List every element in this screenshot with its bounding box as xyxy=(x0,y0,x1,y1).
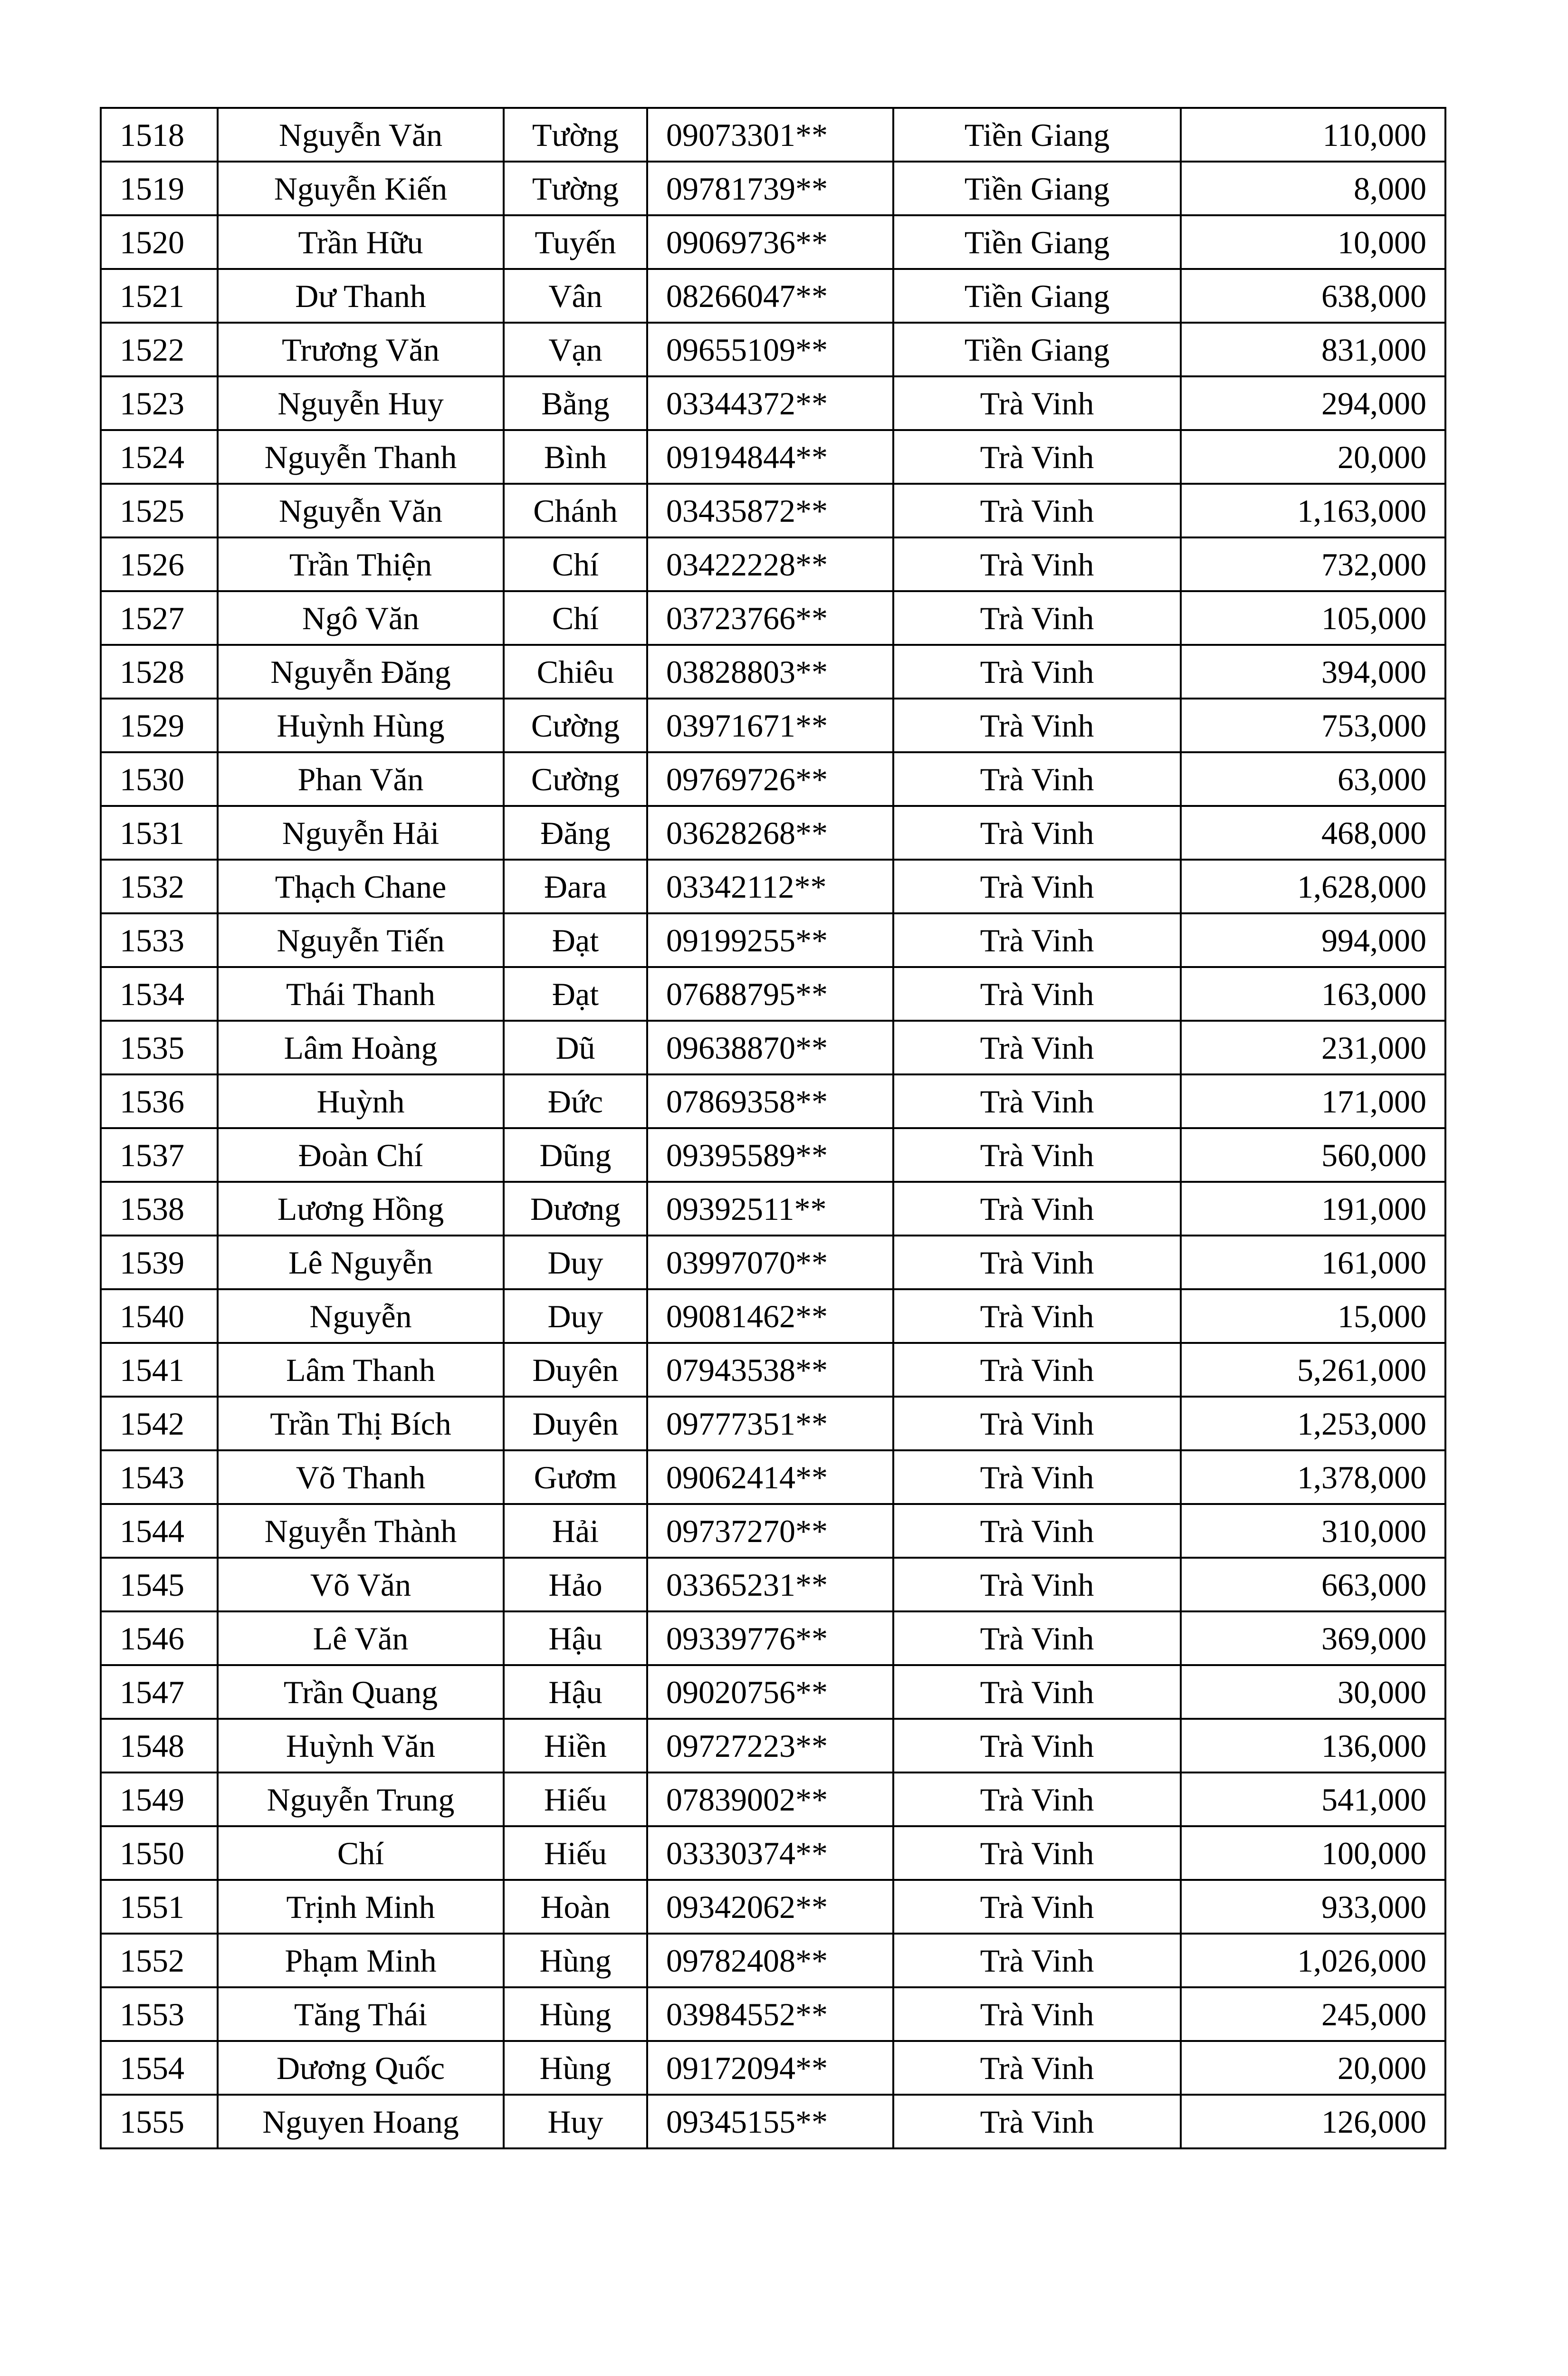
amount-cell: 191,000 xyxy=(1181,1182,1445,1236)
surname-cell: Dương Quốc xyxy=(218,2041,504,2095)
given-name-cell: Duy xyxy=(504,1289,647,1343)
province-cell: Tiền Giang xyxy=(893,108,1181,162)
amount-cell: 294,000 xyxy=(1181,376,1445,430)
recipient-table-body xyxy=(101,108,1445,2148)
province-cell: Trà Vinh xyxy=(893,913,1181,967)
row-number-cell: 1523 xyxy=(101,376,218,430)
province-cell: Trà Vinh xyxy=(893,752,1181,806)
table-row xyxy=(101,860,1445,913)
province-cell: Trà Vinh xyxy=(893,1450,1181,1504)
row-number-cell: 1533 xyxy=(101,913,218,967)
amount-cell: 30,000 xyxy=(1181,1665,1445,1719)
table-row xyxy=(101,376,1445,430)
table-row xyxy=(101,1665,1445,1719)
given-name-cell: Đara xyxy=(504,860,647,913)
phone-cell: 07839002** xyxy=(647,1772,893,1826)
amount-cell: 163,000 xyxy=(1181,967,1445,1021)
province-cell: Trà Vinh xyxy=(893,1665,1181,1719)
phone-cell: 09638870** xyxy=(647,1021,893,1074)
surname-cell: Ngô Văn xyxy=(218,591,504,645)
row-number-cell: 1531 xyxy=(101,806,218,860)
surname-cell: Nguyễn Đăng xyxy=(218,645,504,699)
phone-cell: 09655109** xyxy=(647,323,893,376)
phone-cell: 03997070** xyxy=(647,1236,893,1289)
row-number-cell: 1527 xyxy=(101,591,218,645)
surname-cell: Nguyễn Hải xyxy=(218,806,504,860)
phone-cell: 08266047** xyxy=(647,269,893,323)
surname-cell: Thái Thanh xyxy=(218,967,504,1021)
given-name-cell: Bằng xyxy=(504,376,647,430)
amount-cell: 245,000 xyxy=(1181,1987,1445,2041)
province-cell: Trà Vinh xyxy=(893,699,1181,752)
surname-cell: Nguyễn Thanh xyxy=(218,430,504,484)
amount-cell: 310,000 xyxy=(1181,1504,1445,1558)
phone-cell: 09069736** xyxy=(647,215,893,269)
surname-cell: Phạm Minh xyxy=(218,1934,504,1987)
province-cell: Trà Vinh xyxy=(893,537,1181,591)
surname-cell: Trần Hữu xyxy=(218,215,504,269)
province-cell: Trà Vinh xyxy=(893,2095,1181,2148)
table-row xyxy=(101,1611,1445,1665)
phone-cell: 03435872** xyxy=(647,484,893,537)
table-row xyxy=(101,537,1445,591)
table-row xyxy=(101,1558,1445,1611)
phone-cell: 07869358** xyxy=(647,1074,893,1128)
province-cell: Trà Vinh xyxy=(893,967,1181,1021)
given-name-cell: Dũng xyxy=(504,1128,647,1182)
amount-cell: 560,000 xyxy=(1181,1128,1445,1182)
amount-cell: 231,000 xyxy=(1181,1021,1445,1074)
phone-cell: 09345155** xyxy=(647,2095,893,2148)
amount-cell: 994,000 xyxy=(1181,913,1445,967)
phone-cell: 09769726** xyxy=(647,752,893,806)
amount-cell: 753,000 xyxy=(1181,699,1445,752)
row-number-cell: 1540 xyxy=(101,1289,218,1343)
row-number-cell: 1554 xyxy=(101,2041,218,2095)
phone-cell: 09199255** xyxy=(647,913,893,967)
row-number-cell: 1538 xyxy=(101,1182,218,1236)
phone-cell: 09777351** xyxy=(647,1397,893,1450)
table-row xyxy=(101,645,1445,699)
row-number-cell: 1530 xyxy=(101,752,218,806)
table-row xyxy=(101,1880,1445,1934)
given-name-cell: Huy xyxy=(504,2095,647,2148)
row-number-cell: 1547 xyxy=(101,1665,218,1719)
surname-cell: Lâm Thanh xyxy=(218,1343,504,1397)
recipient-table xyxy=(100,107,1446,2149)
row-number-cell: 1551 xyxy=(101,1880,218,1934)
amount-cell: 663,000 xyxy=(1181,1558,1445,1611)
table-row xyxy=(101,1074,1445,1128)
surname-cell: Thạch Chane xyxy=(218,860,504,913)
row-number-cell: 1529 xyxy=(101,699,218,752)
row-number-cell: 1546 xyxy=(101,1611,218,1665)
table-row xyxy=(101,752,1445,806)
row-number-cell: 1544 xyxy=(101,1504,218,1558)
given-name-cell: Vân xyxy=(504,269,647,323)
table-row xyxy=(101,2095,1445,2148)
province-cell: Trà Vinh xyxy=(893,645,1181,699)
row-number-cell: 1519 xyxy=(101,162,218,215)
given-name-cell: Gươm xyxy=(504,1450,647,1504)
phone-cell: 09395589** xyxy=(647,1128,893,1182)
given-name-cell: Hậu xyxy=(504,1611,647,1665)
given-name-cell: Tường xyxy=(504,108,647,162)
province-cell: Trà Vinh xyxy=(893,1021,1181,1074)
row-number-cell: 1534 xyxy=(101,967,218,1021)
given-name-cell: Chiêu xyxy=(504,645,647,699)
province-cell: Trà Vinh xyxy=(893,1343,1181,1397)
province-cell: Trà Vinh xyxy=(893,1880,1181,1934)
table-row xyxy=(101,1504,1445,1558)
table-row xyxy=(101,323,1445,376)
phone-cell: 03422228** xyxy=(647,537,893,591)
surname-cell: Trương Văn xyxy=(218,323,504,376)
row-number-cell: 1518 xyxy=(101,108,218,162)
surname-cell: Lê Văn xyxy=(218,1611,504,1665)
amount-cell: 15,000 xyxy=(1181,1289,1445,1343)
province-cell: Trà Vinh xyxy=(893,591,1181,645)
phone-cell: 09172094** xyxy=(647,2041,893,2095)
surname-cell: Chí xyxy=(218,1826,504,1880)
given-name-cell: Chánh xyxy=(504,484,647,537)
phone-cell: 03344372** xyxy=(647,376,893,430)
province-cell: Trà Vinh xyxy=(893,1397,1181,1450)
table-row xyxy=(101,591,1445,645)
phone-cell: 09782408** xyxy=(647,1934,893,1987)
table-row xyxy=(101,1987,1445,2041)
surname-cell: Nguyễn Trung xyxy=(218,1772,504,1826)
phone-cell: 03628268** xyxy=(647,806,893,860)
given-name-cell: Vạn xyxy=(504,323,647,376)
surname-cell: Trần Quang xyxy=(218,1665,504,1719)
given-name-cell: Tuyến xyxy=(504,215,647,269)
row-number-cell: 1526 xyxy=(101,537,218,591)
surname-cell: Dư Thanh xyxy=(218,269,504,323)
amount-cell: 63,000 xyxy=(1181,752,1445,806)
amount-cell: 394,000 xyxy=(1181,645,1445,699)
row-number-cell: 1549 xyxy=(101,1772,218,1826)
table-row xyxy=(101,1719,1445,1772)
province-cell: Trà Vinh xyxy=(893,1504,1181,1558)
table-row xyxy=(101,1450,1445,1504)
surname-cell: Trịnh Minh xyxy=(218,1880,504,1934)
row-number-cell: 1525 xyxy=(101,484,218,537)
surname-cell: Đoàn Chí xyxy=(218,1128,504,1182)
amount-cell: 8,000 xyxy=(1181,162,1445,215)
given-name-cell: Đạt xyxy=(504,967,647,1021)
province-cell: Trà Vinh xyxy=(893,1236,1181,1289)
given-name-cell: Cường xyxy=(504,752,647,806)
table-row xyxy=(101,269,1445,323)
province-cell: Trà Vinh xyxy=(893,430,1181,484)
surname-cell: Nguyen Hoang xyxy=(218,2095,504,2148)
table-row xyxy=(101,1397,1445,1450)
province-cell: Trà Vinh xyxy=(893,1289,1181,1343)
row-number-cell: 1521 xyxy=(101,269,218,323)
province-cell: Trà Vinh xyxy=(893,1772,1181,1826)
amount-cell: 541,000 xyxy=(1181,1772,1445,1826)
table-row xyxy=(101,1182,1445,1236)
given-name-cell: Chí xyxy=(504,591,647,645)
table-row xyxy=(101,913,1445,967)
phone-cell: 09073301** xyxy=(647,108,893,162)
given-name-cell: Duyên xyxy=(504,1343,647,1397)
given-name-cell: Hải xyxy=(504,1504,647,1558)
surname-cell: Võ Thanh xyxy=(218,1450,504,1504)
surname-cell: Lâm Hoàng xyxy=(218,1021,504,1074)
province-cell: Trà Vinh xyxy=(893,1934,1181,1987)
amount-cell: 161,000 xyxy=(1181,1236,1445,1289)
amount-cell: 732,000 xyxy=(1181,537,1445,591)
surname-cell: Võ Văn xyxy=(218,1558,504,1611)
amount-cell: 638,000 xyxy=(1181,269,1445,323)
surname-cell: Nguyễn Thành xyxy=(218,1504,504,1558)
row-number-cell: 1553 xyxy=(101,1987,218,2041)
amount-cell: 1,253,000 xyxy=(1181,1397,1445,1450)
table-row xyxy=(101,430,1445,484)
province-cell: Tiền Giang xyxy=(893,162,1181,215)
surname-cell: Lê Nguyễn xyxy=(218,1236,504,1289)
amount-cell: 110,000 xyxy=(1181,108,1445,162)
row-number-cell: 1535 xyxy=(101,1021,218,1074)
given-name-cell: Hiếu xyxy=(504,1772,647,1826)
given-name-cell: Hảo xyxy=(504,1558,647,1611)
given-name-cell: Dũ xyxy=(504,1021,647,1074)
province-cell: Trà Vinh xyxy=(893,806,1181,860)
row-number-cell: 1524 xyxy=(101,430,218,484)
table-row xyxy=(101,1021,1445,1074)
province-cell: Trà Vinh xyxy=(893,376,1181,430)
table-row xyxy=(101,1772,1445,1826)
given-name-cell: Hùng xyxy=(504,1987,647,2041)
row-number-cell: 1539 xyxy=(101,1236,218,1289)
given-name-cell: Đạt xyxy=(504,913,647,967)
phone-cell: 09020756** xyxy=(647,1665,893,1719)
amount-cell: 5,261,000 xyxy=(1181,1343,1445,1397)
table-row xyxy=(101,1128,1445,1182)
province-cell: Trà Vinh xyxy=(893,2041,1181,2095)
table-row xyxy=(101,1934,1445,1987)
phone-cell: 09062414** xyxy=(647,1450,893,1504)
province-cell: Trà Vinh xyxy=(893,1719,1181,1772)
given-name-cell: Tường xyxy=(504,162,647,215)
amount-cell: 1,378,000 xyxy=(1181,1450,1445,1504)
phone-cell: 09339776** xyxy=(647,1611,893,1665)
row-number-cell: 1555 xyxy=(101,2095,218,2148)
surname-cell: Nguyễn Tiến xyxy=(218,913,504,967)
given-name-cell: Hậu xyxy=(504,1665,647,1719)
row-number-cell: 1543 xyxy=(101,1450,218,1504)
given-name-cell: Bình xyxy=(504,430,647,484)
province-cell: Trà Vinh xyxy=(893,1987,1181,2041)
given-name-cell: Duy xyxy=(504,1236,647,1289)
row-number-cell: 1520 xyxy=(101,215,218,269)
row-number-cell: 1552 xyxy=(101,1934,218,1987)
given-name-cell: Duyên xyxy=(504,1397,647,1450)
table-row xyxy=(101,1236,1445,1289)
table-row xyxy=(101,1343,1445,1397)
phone-cell: 03828803** xyxy=(647,645,893,699)
table-row xyxy=(101,484,1445,537)
given-name-cell: Chí xyxy=(504,537,647,591)
phone-cell: 03984552** xyxy=(647,1987,893,2041)
surname-cell: Nguyễn Huy xyxy=(218,376,504,430)
surname-cell: Phan Văn xyxy=(218,752,504,806)
amount-cell: 105,000 xyxy=(1181,591,1445,645)
row-number-cell: 1528 xyxy=(101,645,218,699)
amount-cell: 933,000 xyxy=(1181,1880,1445,1934)
surname-cell: Tăng Thái xyxy=(218,1987,504,2041)
amount-cell: 171,000 xyxy=(1181,1074,1445,1128)
amount-cell: 831,000 xyxy=(1181,323,1445,376)
amount-cell: 468,000 xyxy=(1181,806,1445,860)
amount-cell: 369,000 xyxy=(1181,1611,1445,1665)
province-cell: Tiền Giang xyxy=(893,215,1181,269)
row-number-cell: 1541 xyxy=(101,1343,218,1397)
surname-cell: Nguyễn Kiến xyxy=(218,162,504,215)
amount-cell: 20,000 xyxy=(1181,2041,1445,2095)
given-name-cell: Hiền xyxy=(504,1719,647,1772)
table-row xyxy=(101,806,1445,860)
surname-cell: Nguyễn Văn xyxy=(218,108,504,162)
table-row xyxy=(101,699,1445,752)
surname-cell: Huỳnh Hùng xyxy=(218,699,504,752)
row-number-cell: 1542 xyxy=(101,1397,218,1450)
phone-cell: 09727223** xyxy=(647,1719,893,1772)
row-number-cell: 1536 xyxy=(101,1074,218,1128)
amount-cell: 1,163,000 xyxy=(1181,484,1445,537)
surname-cell: Nguyễn xyxy=(218,1289,504,1343)
amount-cell: 20,000 xyxy=(1181,430,1445,484)
province-cell: Trà Vinh xyxy=(893,1558,1181,1611)
province-cell: Trà Vinh xyxy=(893,1826,1181,1880)
phone-cell: 03330374** xyxy=(647,1826,893,1880)
given-name-cell: Hoàn xyxy=(504,1880,647,1934)
province-cell: Trà Vinh xyxy=(893,1611,1181,1665)
table-row xyxy=(101,2041,1445,2095)
table-row xyxy=(101,215,1445,269)
surname-cell: Lương Hồng xyxy=(218,1182,504,1236)
row-number-cell: 1522 xyxy=(101,323,218,376)
amount-cell: 10,000 xyxy=(1181,215,1445,269)
phone-cell: 03365231** xyxy=(647,1558,893,1611)
surname-cell: Huỳnh Văn xyxy=(218,1719,504,1772)
phone-cell: 03971671** xyxy=(647,699,893,752)
given-name-cell: Đăng xyxy=(504,806,647,860)
province-cell: Tiền Giang xyxy=(893,323,1181,376)
phone-cell: 07688795** xyxy=(647,967,893,1021)
phone-cell: 09737270** xyxy=(647,1504,893,1558)
row-number-cell: 1532 xyxy=(101,860,218,913)
phone-cell: 09781739** xyxy=(647,162,893,215)
province-cell: Tiền Giang xyxy=(893,269,1181,323)
phone-cell: 03342112** xyxy=(647,860,893,913)
row-number-cell: 1550 xyxy=(101,1826,218,1880)
table-row xyxy=(101,967,1445,1021)
phone-cell: 09194844** xyxy=(647,430,893,484)
phone-cell: 09392511** xyxy=(647,1182,893,1236)
province-cell: Trà Vinh xyxy=(893,860,1181,913)
given-name-cell: Hùng xyxy=(504,2041,647,2095)
given-name-cell: Dương xyxy=(504,1182,647,1236)
surname-cell: Trần Thị Bích xyxy=(218,1397,504,1450)
row-number-cell: 1537 xyxy=(101,1128,218,1182)
phone-cell: 07943538** xyxy=(647,1343,893,1397)
given-name-cell: Hiếu xyxy=(504,1826,647,1880)
province-cell: Trà Vinh xyxy=(893,1128,1181,1182)
given-name-cell: Đức xyxy=(504,1074,647,1128)
phone-cell: 09081462** xyxy=(647,1289,893,1343)
table-row xyxy=(101,108,1445,162)
surname-cell: Trần Thiện xyxy=(218,537,504,591)
surname-cell: Nguyễn Văn xyxy=(218,484,504,537)
amount-cell: 100,000 xyxy=(1181,1826,1445,1880)
given-name-cell: Hùng xyxy=(504,1934,647,1987)
province-cell: Trà Vinh xyxy=(893,484,1181,537)
phone-cell: 09342062** xyxy=(647,1880,893,1934)
table-row xyxy=(101,1289,1445,1343)
province-cell: Trà Vinh xyxy=(893,1182,1181,1236)
table-row xyxy=(101,1826,1445,1880)
amount-cell: 1,026,000 xyxy=(1181,1934,1445,1987)
surname-cell: Huỳnh xyxy=(218,1074,504,1128)
amount-cell: 126,000 xyxy=(1181,2095,1445,2148)
table-row xyxy=(101,162,1445,215)
row-number-cell: 1548 xyxy=(101,1719,218,1772)
amount-cell: 136,000 xyxy=(1181,1719,1445,1772)
amount-cell: 1,628,000 xyxy=(1181,860,1445,913)
given-name-cell: Cường xyxy=(504,699,647,752)
row-number-cell: 1545 xyxy=(101,1558,218,1611)
phone-cell: 03723766** xyxy=(647,591,893,645)
province-cell: Trà Vinh xyxy=(893,1074,1181,1128)
